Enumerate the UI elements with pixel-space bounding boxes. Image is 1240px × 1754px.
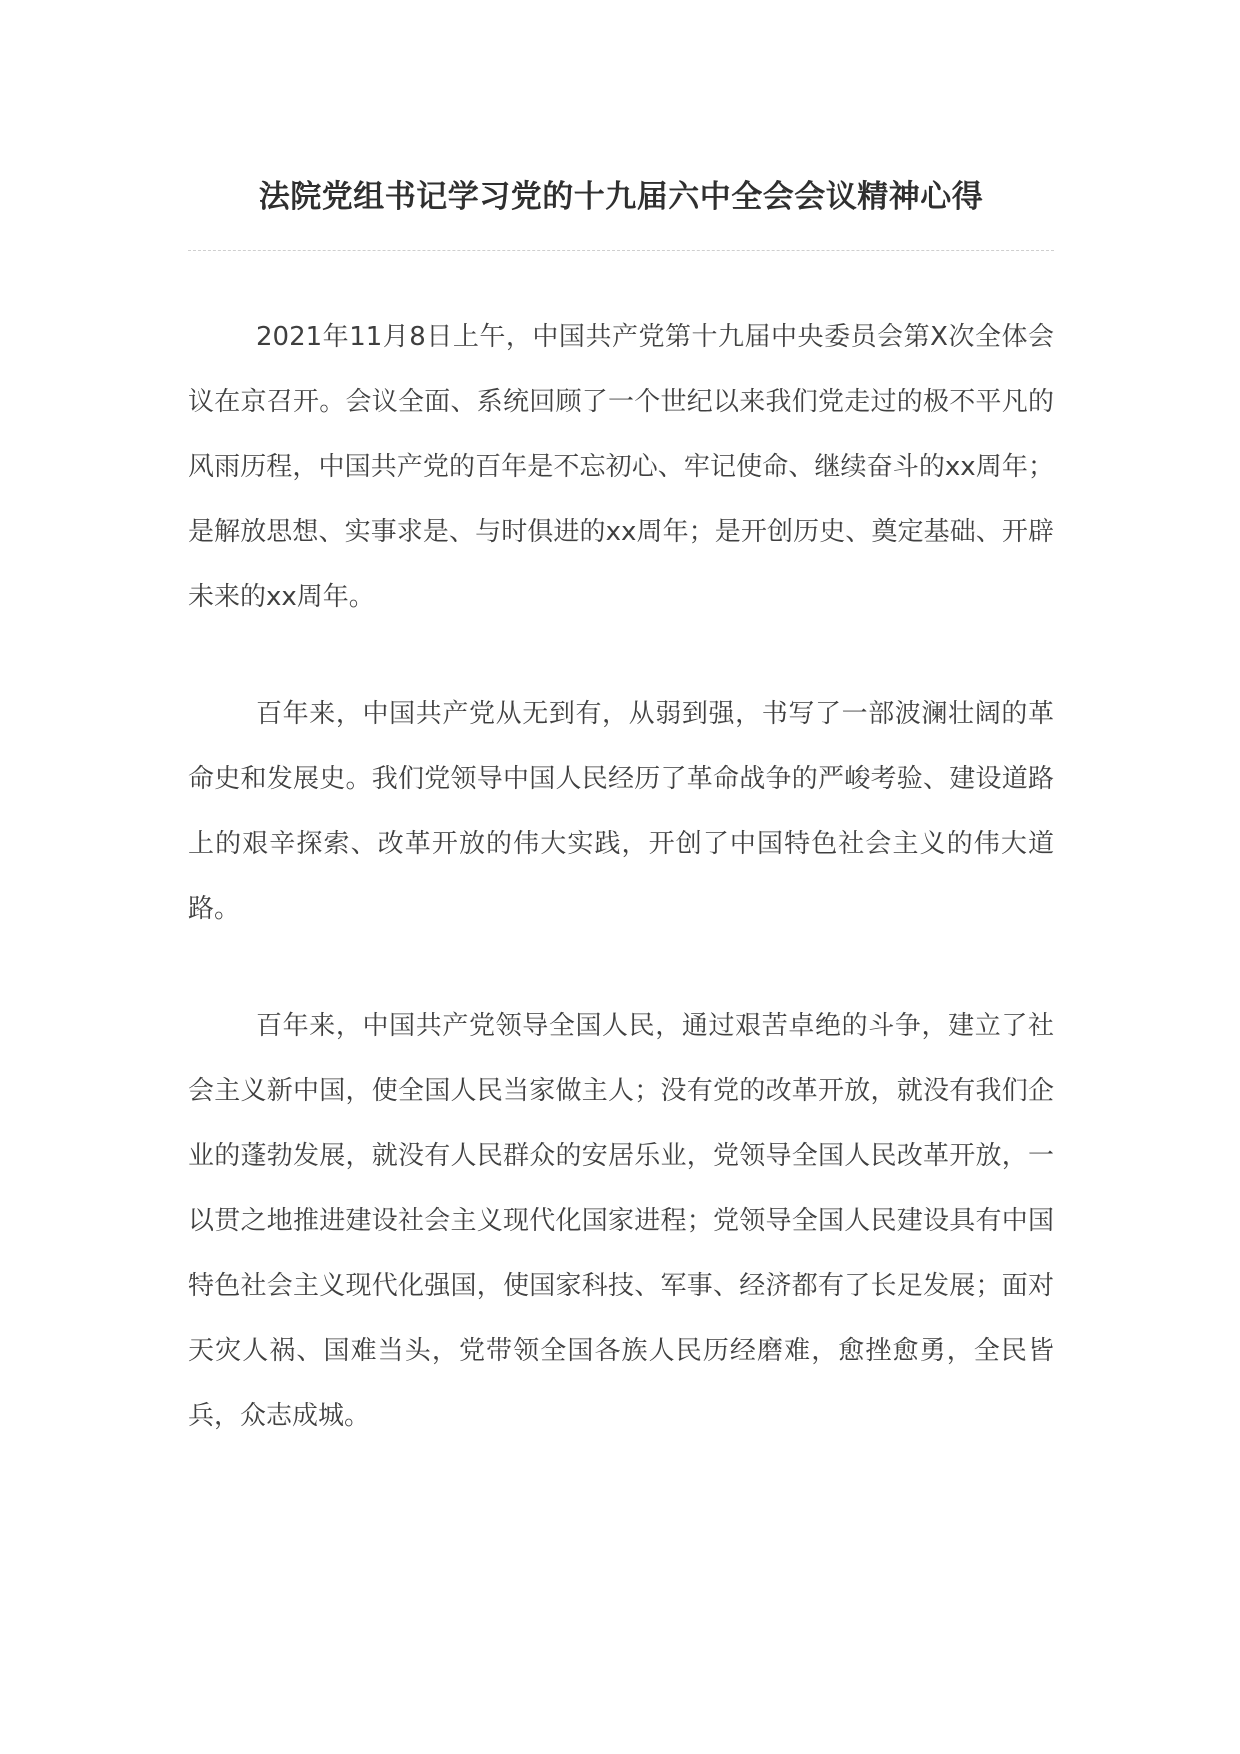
paragraph-1: 2021年11月8日上午，中国共产党第十九届中央委员会第X次全体会议在京召开。会议全面、系统回顾了一个世纪以来我们党走过的极不平凡的风雨历程，中国共产党的百年是不忘初心、牢记使命、继续奋斗的xx周年；是解放思想、实事求是、与时俱进的xx周年；是开创历史、奠定基础、开辟未来的xx周年。 [188,322,1054,612]
document-title: 法院党组书记学习党的十九届六中全会会议精神心得 [258,179,984,215]
title-divider [188,250,1054,251]
document-body [188,305,1054,1501]
paragraph-3: 百年来，中国共产党领导全国人民，通过艰苦卓绝的斗争，建立了社会主义新中国，使全国人民当家做主人；没有党的改革开放，就没有我们企业的蓬勃发展，就没有人民群众的安居乐业，党领导全国人民改革开放，一以贯之地推进建设社会主义现代化国家进程；党领导全国人民建设具有中国特色社会主义现代化强国，使国家科技、军事、经济都有了长足发展；面对天灾人祸、国难当头，党带领全国各族人民历经磨难，愈挫愈勇，全民皆兵，众志成城。 [188,1011,1054,1431]
paragraph-2: 百年来，中国共产党从无到有，从弱到强，书写了一部波澜壮阔的革命史和发展史。我们党领导中国人民经历了革命战争的严峻考验、建设道路上的艰辛探索、改革开放的伟大实践，开创了中国特色社会主义的伟大道路。 [188,699,1054,924]
